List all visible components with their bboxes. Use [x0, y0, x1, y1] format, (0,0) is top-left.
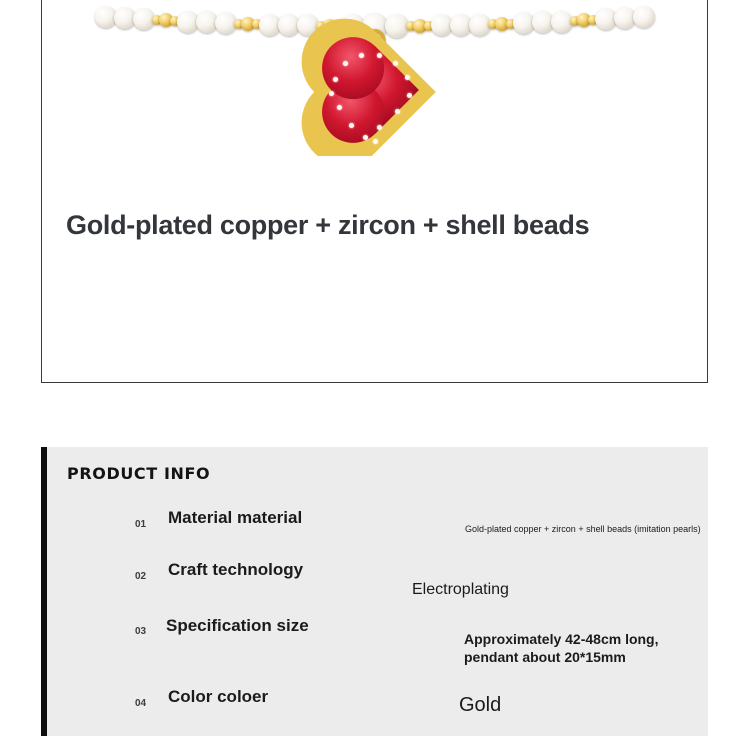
info-row-number: 04: [135, 698, 147, 709]
zircon-sparkle-icon: [393, 61, 398, 66]
info-row-label: Color coloer: [168, 687, 269, 706]
heart-pendant: [310, 29, 440, 149]
zircon-sparkle-icon: [359, 53, 364, 58]
zircon-sparkle-icon: [405, 75, 410, 80]
info-row-number: 01: [135, 519, 147, 530]
zircon-sparkle-icon: [395, 109, 400, 114]
info-row-label: Craft technology: [168, 560, 304, 579]
info-row-value: Approximately 42-48cm long, pendant about 20*15mm: [464, 631, 659, 665]
product-info-panel: [41, 447, 708, 736]
hero-caption: Gold-plated copper + zircon + shell beads: [66, 210, 590, 240]
zircon-sparkle-icon: [377, 53, 382, 58]
info-row-number: 03: [135, 626, 147, 637]
info-row-label: Material material: [168, 508, 303, 527]
necklace-image: [42, 0, 707, 156]
pearl-bead-icon: [633, 6, 655, 28]
zircon-sparkle-icon: [343, 61, 348, 66]
info-row-value: Gold: [459, 694, 502, 716]
zircon-sparkle-icon: [349, 123, 354, 128]
heart-gem: [315, 43, 435, 149]
zircon-sparkle-icon: [363, 135, 368, 140]
zircon-sparkle-icon: [377, 125, 382, 130]
product-info-heading: PRODUCT INFO: [67, 464, 211, 483]
info-row-number: 02: [135, 571, 147, 582]
product-image-card: [41, 0, 708, 383]
info-row-label: Specification size: [166, 616, 309, 635]
panel-accent-bar: [41, 447, 47, 736]
zircon-sparkle-icon: [373, 139, 378, 144]
info-row-value: Electroplating: [412, 581, 509, 598]
zircon-sparkle-icon: [329, 91, 334, 96]
info-row-value: Gold-plated copper + zircon + shell beads (imitation pearls): [465, 524, 701, 534]
zircon-sparkle-icon: [407, 93, 412, 98]
zircon-sparkle-icon: [333, 77, 338, 82]
zircon-sparkle-icon: [337, 105, 342, 110]
